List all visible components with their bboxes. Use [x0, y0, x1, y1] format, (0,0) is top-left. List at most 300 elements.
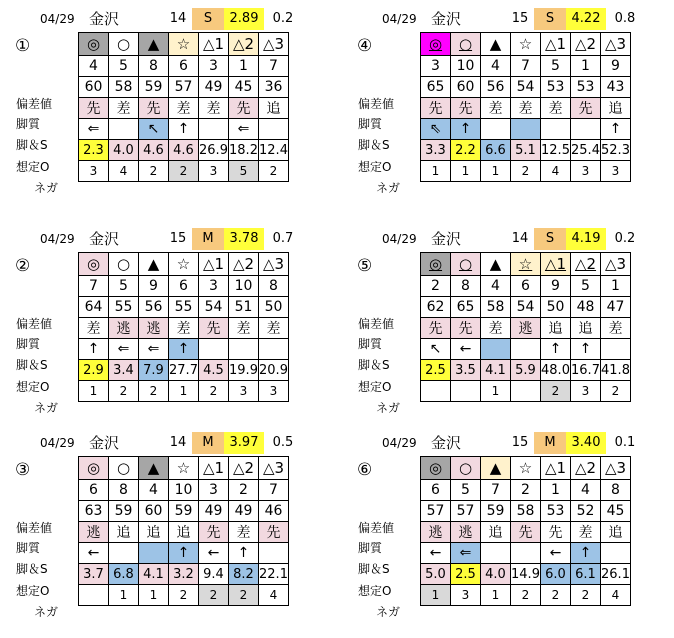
running-style-cell: 差	[169, 318, 199, 339]
odds-cell: 4.0	[109, 140, 139, 161]
running-style-cell: 追	[259, 98, 289, 119]
grid-row	[421, 77, 631, 98]
mark-cell: ☆	[511, 457, 541, 480]
running-style-cell: 差	[79, 318, 109, 339]
horse-number-cell: 1	[541, 480, 571, 501]
row-label: 想定O	[358, 160, 392, 174]
race-score: 4.19	[566, 228, 606, 250]
deviation-cell: 49	[199, 77, 229, 98]
odds-cell: 26.9	[199, 140, 229, 161]
running-style-cell: 差	[601, 318, 631, 339]
race-number: ③	[15, 460, 31, 480]
mark-cell: ◎	[421, 33, 451, 56]
negative-cell: 3	[451, 585, 481, 606]
deviation-cell: 45	[601, 501, 631, 522]
race-class: M	[192, 228, 224, 250]
deviation-cell: 46	[259, 501, 289, 522]
horse-number-cell: 9	[601, 56, 631, 77]
odds-cell: 25.4	[571, 140, 601, 161]
prediction-grid	[78, 32, 289, 182]
deviation-cell: 60	[139, 501, 169, 522]
grid-row	[79, 119, 289, 140]
leg-speed-cell: ←	[541, 543, 571, 564]
running-style-cell: 先	[421, 98, 451, 119]
running-style-cell: 差	[481, 318, 511, 339]
row-label: 偏差値	[358, 97, 395, 111]
row-label: 脚質	[16, 541, 41, 555]
panel-header	[20, 432, 340, 454]
deviation-cell: 59	[139, 77, 169, 98]
horse-number-cell: 2	[511, 480, 541, 501]
grid-row	[79, 457, 289, 480]
running-style-cell: 差	[259, 318, 289, 339]
leg-speed-cell	[511, 119, 541, 140]
running-style-cell: 先	[571, 98, 601, 119]
row-label: 想定O	[358, 380, 392, 394]
race-date: 04/29	[40, 436, 75, 450]
leg-speed-cell: ⇖	[421, 119, 451, 140]
running-style-cell: 先	[229, 98, 259, 119]
negative-cell: 3	[199, 161, 229, 182]
mark-cell: ▲	[481, 253, 511, 276]
row-label: 想定O	[16, 584, 50, 598]
grid-row	[421, 33, 631, 56]
odds-cell: 26.1	[601, 564, 631, 585]
row-label: ネガ	[376, 401, 401, 415]
deviation-cell: 54	[511, 77, 541, 98]
horse-number-cell: 4	[481, 56, 511, 77]
horse-number-cell: 5	[541, 56, 571, 77]
horse-number-cell: 5	[451, 480, 481, 501]
grid-row	[79, 276, 289, 297]
negative-cell: 4	[109, 161, 139, 182]
negative-cell: 5	[229, 161, 259, 182]
deviation-cell: 62	[421, 297, 451, 318]
grid-row	[79, 161, 289, 182]
odds-cell: 2.5	[451, 564, 481, 585]
race-score: 3.97	[224, 432, 264, 454]
grid-row	[421, 457, 631, 480]
horse-number-cell: 8	[109, 480, 139, 501]
horse-number-cell: 7	[259, 480, 289, 501]
grid-row	[421, 501, 631, 522]
deviation-cell: 48	[571, 297, 601, 318]
deviation-cell: 53	[541, 501, 571, 522]
mark-cell: ○	[451, 457, 481, 480]
deviation-cell: 59	[169, 501, 199, 522]
negative-cell: 1	[421, 585, 451, 606]
row-label: 脚質	[358, 117, 383, 131]
leg-speed-cell: ⇐	[79, 119, 109, 140]
grid-row	[421, 140, 631, 161]
negative-cell: 1	[481, 161, 511, 182]
mark-cell: △1	[199, 457, 229, 480]
mark-cell: ☆	[169, 457, 199, 480]
odds-cell: 14.9	[511, 564, 541, 585]
leg-speed-cell: ↑	[541, 339, 571, 360]
running-style-cell: 追	[571, 318, 601, 339]
leg-speed-cell	[109, 543, 139, 564]
odds-cell: 2.5	[421, 360, 451, 381]
odds-cell: 4.6	[169, 140, 199, 161]
race-venue: 金沢	[431, 230, 462, 248]
negative-cell: 3	[229, 381, 259, 402]
running-style-cell: 先	[541, 522, 571, 543]
horse-number-cell: 8	[601, 480, 631, 501]
row-label: 想定O	[358, 584, 392, 598]
horse-number-cell: 3	[199, 56, 229, 77]
row-label: 偏差値	[358, 317, 395, 331]
panel-header	[20, 8, 340, 30]
horse-number-cell: 6	[169, 56, 199, 77]
race-class: M	[192, 432, 224, 454]
row-label: 脚＆S	[16, 562, 48, 576]
negative-cell: 2	[601, 381, 631, 402]
deviation-cell: 57	[451, 501, 481, 522]
negative-cell: 1	[139, 585, 169, 606]
negative-cell: 2	[541, 381, 571, 402]
mark-cell: ▲	[139, 457, 169, 480]
row-label: 想定O	[16, 380, 50, 394]
leg-speed-cell	[601, 339, 631, 360]
running-style-cell: 差	[511, 98, 541, 119]
horse-number-cell: 8	[139, 56, 169, 77]
deviation-cell: 54	[511, 297, 541, 318]
negative-cell: 2	[139, 381, 169, 402]
field-size: 15	[511, 435, 529, 450]
running-style-cell: 追	[139, 522, 169, 543]
leg-speed-cell	[139, 543, 169, 564]
race-number: ⑤	[357, 256, 373, 276]
mark-cell: ☆	[511, 253, 541, 276]
horse-number-cell: 5	[571, 276, 601, 297]
deviation-cell: 55	[109, 297, 139, 318]
odds-cell: 4.1	[139, 564, 169, 585]
leg-speed-cell	[199, 119, 229, 140]
deviation-cell: 57	[169, 77, 199, 98]
panel-header	[362, 432, 674, 454]
race-date: 04/29	[40, 12, 75, 26]
odds-cell: 6.1	[571, 564, 601, 585]
mark-cell: ○	[109, 33, 139, 56]
deviation-cell: 45	[229, 77, 259, 98]
grid-row	[421, 56, 631, 77]
negative-cell: 2	[511, 585, 541, 606]
running-style-cell: 追	[481, 522, 511, 543]
grid-row	[79, 381, 289, 402]
grid-row	[79, 98, 289, 119]
grid-row	[79, 501, 289, 522]
running-style-cell: 追	[541, 318, 571, 339]
panel-header	[362, 228, 674, 250]
deviation-cell: 55	[169, 297, 199, 318]
mark-cell: ○	[109, 457, 139, 480]
mark-cell: ◎	[79, 457, 109, 480]
grid-row	[421, 522, 631, 543]
race-class: M	[534, 432, 566, 454]
deviation-cell: 56	[481, 77, 511, 98]
negative-cell: 2	[571, 585, 601, 606]
race-venue: 金沢	[89, 230, 120, 248]
mark-cell: △3	[259, 33, 289, 56]
prediction-grid	[78, 456, 289, 606]
mark-cell: ☆	[511, 33, 541, 56]
negative-cell: 3	[601, 161, 631, 182]
deviation-cell: 49	[199, 501, 229, 522]
leg-speed-cell: ↖	[421, 339, 451, 360]
leg-speed-cell: ↑	[571, 339, 601, 360]
mark-cell: ◎	[79, 33, 109, 56]
row-label: ネガ	[376, 605, 401, 619]
odds-cell: 52.3	[601, 140, 631, 161]
race-number: ⑥	[357, 460, 373, 480]
mark-cell: ◎	[79, 253, 109, 276]
race-date: 04/29	[382, 232, 417, 246]
deviation-cell: 58	[481, 297, 511, 318]
grid-row	[421, 564, 631, 585]
odds-cell: 3.2	[169, 564, 199, 585]
leg-speed-cell: ←	[199, 543, 229, 564]
negative-cell: 2	[139, 161, 169, 182]
horse-number-cell: 10	[229, 276, 259, 297]
mark-cell: ☆	[169, 253, 199, 276]
grid-row	[421, 381, 631, 402]
deviation-cell: 59	[109, 501, 139, 522]
odds-cell: 16.7	[571, 360, 601, 381]
mark-cell: △2	[229, 33, 259, 56]
negative-cell: 4	[541, 161, 571, 182]
running-style-cell: 差	[229, 318, 259, 339]
deviation-cell: 65	[451, 297, 481, 318]
deviation-cell: 51	[229, 297, 259, 318]
race-venue: 金沢	[431, 434, 462, 452]
row-label: 脚質	[358, 337, 383, 351]
odds-cell: 5.0	[421, 564, 451, 585]
field-size: 14	[169, 435, 187, 450]
race-venue: 金沢	[431, 10, 462, 28]
deviation-cell: 60	[451, 77, 481, 98]
grid-row	[79, 564, 289, 585]
negative-cell: 2	[199, 585, 229, 606]
race-score: 2.89	[224, 8, 264, 30]
mark-cell: ▲	[139, 253, 169, 276]
row-label: 偏差値	[16, 97, 53, 111]
field-size: 15	[169, 231, 187, 246]
negative-cell: 1	[481, 585, 511, 606]
running-style-cell: 逃	[511, 318, 541, 339]
mark-cell: △1	[199, 253, 229, 276]
horse-number-cell: 5	[109, 276, 139, 297]
row-label: ネガ	[34, 181, 59, 195]
leg-speed-cell: ⇐	[229, 119, 259, 140]
negative-cell: 4	[259, 585, 289, 606]
grid-row	[421, 297, 631, 318]
prediction-grid	[420, 252, 631, 402]
running-style-cell: 逃	[421, 522, 451, 543]
mark-cell: △2	[571, 33, 601, 56]
grid-row	[421, 318, 631, 339]
running-style-cell: 追	[601, 522, 631, 543]
running-style-cell: 先	[451, 318, 481, 339]
running-style-cell: 差	[109, 98, 139, 119]
leg-speed-cell	[481, 119, 511, 140]
deviation-cell: 59	[481, 501, 511, 522]
row-label: 脚＆S	[16, 138, 48, 152]
horse-number-cell: 2	[421, 276, 451, 297]
race-number: ①	[15, 36, 31, 56]
odds-cell: 7.9	[139, 360, 169, 381]
horse-number-cell: 10	[169, 480, 199, 501]
negative-cell: 1	[421, 161, 451, 182]
horse-number-cell: 8	[451, 276, 481, 297]
odds-cell: 3.4	[109, 360, 139, 381]
negative-cell: 4	[601, 585, 631, 606]
running-style-cell: 逃	[139, 318, 169, 339]
prediction-grid	[420, 32, 631, 182]
row-label: 脚＆S	[358, 138, 390, 152]
deviation-cell: 53	[541, 77, 571, 98]
leg-speed-cell: ↑	[169, 339, 199, 360]
negative-cell: 3	[79, 161, 109, 182]
negative-cell: 3	[571, 161, 601, 182]
row-label: 想定O	[16, 160, 50, 174]
grid-row	[79, 585, 289, 606]
deviation-cell: 49	[229, 501, 259, 522]
negative-cell: 2	[169, 585, 199, 606]
mark-cell: △1	[199, 33, 229, 56]
odds-cell: 27.7	[169, 360, 199, 381]
grid-row	[79, 543, 289, 564]
grid-row	[421, 161, 631, 182]
horse-number-cell: 1	[571, 56, 601, 77]
leg-speed-cell	[109, 119, 139, 140]
running-style-cell: 差	[199, 98, 229, 119]
running-style-cell: 差	[169, 98, 199, 119]
running-style-cell: 先	[199, 522, 229, 543]
race-score-secondary: 0.1	[614, 435, 636, 450]
horse-number-cell: 4	[79, 56, 109, 77]
race-venue: 金沢	[89, 10, 120, 28]
deviation-cell: 52	[571, 501, 601, 522]
horse-number-cell: 10	[451, 56, 481, 77]
running-style-cell: 先	[139, 98, 169, 119]
leg-speed-cell: ⇐	[109, 339, 139, 360]
leg-speed-cell	[229, 339, 259, 360]
race-date: 04/29	[382, 12, 417, 26]
grid-row	[79, 360, 289, 381]
odds-cell: 48.0	[541, 360, 571, 381]
horse-number-cell: 9	[139, 276, 169, 297]
mark-cell: ○	[451, 33, 481, 56]
odds-cell: 4.1	[481, 360, 511, 381]
odds-cell: 9.4	[199, 564, 229, 585]
leg-speed-cell: ↑	[79, 339, 109, 360]
odds-cell: 3.5	[451, 360, 481, 381]
race-score-secondary: 0.2	[614, 231, 636, 246]
negative-cell: 1	[481, 381, 511, 402]
race-score: 3.40	[566, 432, 606, 454]
mark-cell: ▲	[139, 33, 169, 56]
odds-cell: 6.6	[481, 140, 511, 161]
horse-number-cell: 7	[481, 480, 511, 501]
odds-cell: 4.6	[139, 140, 169, 161]
horse-number-cell: 2	[229, 480, 259, 501]
odds-cell: 2.2	[451, 140, 481, 161]
negative-cell: 2	[199, 381, 229, 402]
deviation-cell: 43	[601, 77, 631, 98]
horse-number-cell: 4	[571, 480, 601, 501]
leg-speed-cell: ↑	[601, 119, 631, 140]
negative-cell	[511, 381, 541, 402]
leg-speed-cell	[601, 543, 631, 564]
negative-cell: 1	[451, 161, 481, 182]
negative-cell: 2	[259, 161, 289, 182]
odds-cell: 12.5	[541, 140, 571, 161]
race-score-secondary: 0.5	[272, 435, 294, 450]
row-label: 脚＆S	[358, 562, 390, 576]
grid-row	[79, 522, 289, 543]
horse-number-cell: 4	[139, 480, 169, 501]
row-label: ネガ	[34, 401, 59, 415]
race-score-secondary: 0.8	[614, 11, 636, 26]
leg-speed-cell	[481, 543, 511, 564]
field-size: 15	[511, 11, 529, 26]
leg-speed-cell	[259, 119, 289, 140]
deviation-cell: 50	[541, 297, 571, 318]
odds-cell: 20.9	[259, 360, 289, 381]
leg-speed-cell	[199, 339, 229, 360]
grid-row	[421, 339, 631, 360]
running-style-cell: 先	[79, 98, 109, 119]
running-style-cell: 差	[229, 522, 259, 543]
odds-cell: 12.4	[259, 140, 289, 161]
running-style-cell: 差	[541, 98, 571, 119]
horse-number-cell: 1	[601, 276, 631, 297]
leg-speed-cell: ←	[451, 339, 481, 360]
odds-cell: 6.0	[541, 564, 571, 585]
odds-cell: 2.9	[79, 360, 109, 381]
grid-row	[79, 77, 289, 98]
negative-cell: 2	[541, 585, 571, 606]
race-venue: 金沢	[89, 434, 120, 452]
deviation-cell: 63	[79, 501, 109, 522]
grid-row	[421, 98, 631, 119]
negative-cell: 1	[79, 381, 109, 402]
panel-header	[362, 8, 674, 30]
leg-speed-cell: ↖	[139, 119, 169, 140]
odds-cell: 2.3	[79, 140, 109, 161]
grid-row	[421, 276, 631, 297]
grid-row	[79, 56, 289, 77]
mark-cell: ☆	[169, 33, 199, 56]
leg-speed-cell: ↑	[451, 119, 481, 140]
deviation-cell: 65	[421, 77, 451, 98]
running-style-cell: 追	[169, 522, 199, 543]
odds-cell: 19.9	[229, 360, 259, 381]
negative-cell: 2	[169, 161, 199, 182]
horse-number-cell: 7	[79, 276, 109, 297]
deviation-cell: 50	[259, 297, 289, 318]
negative-cell: 3	[571, 381, 601, 402]
mark-cell: △2	[571, 253, 601, 276]
mark-cell: △2	[571, 457, 601, 480]
row-label: 脚＆S	[16, 358, 48, 372]
mark-cell: △3	[601, 457, 631, 480]
race-date: 04/29	[382, 436, 417, 450]
horse-number-cell: 7	[511, 56, 541, 77]
grid-row	[421, 119, 631, 140]
odds-cell: 18.2	[229, 140, 259, 161]
